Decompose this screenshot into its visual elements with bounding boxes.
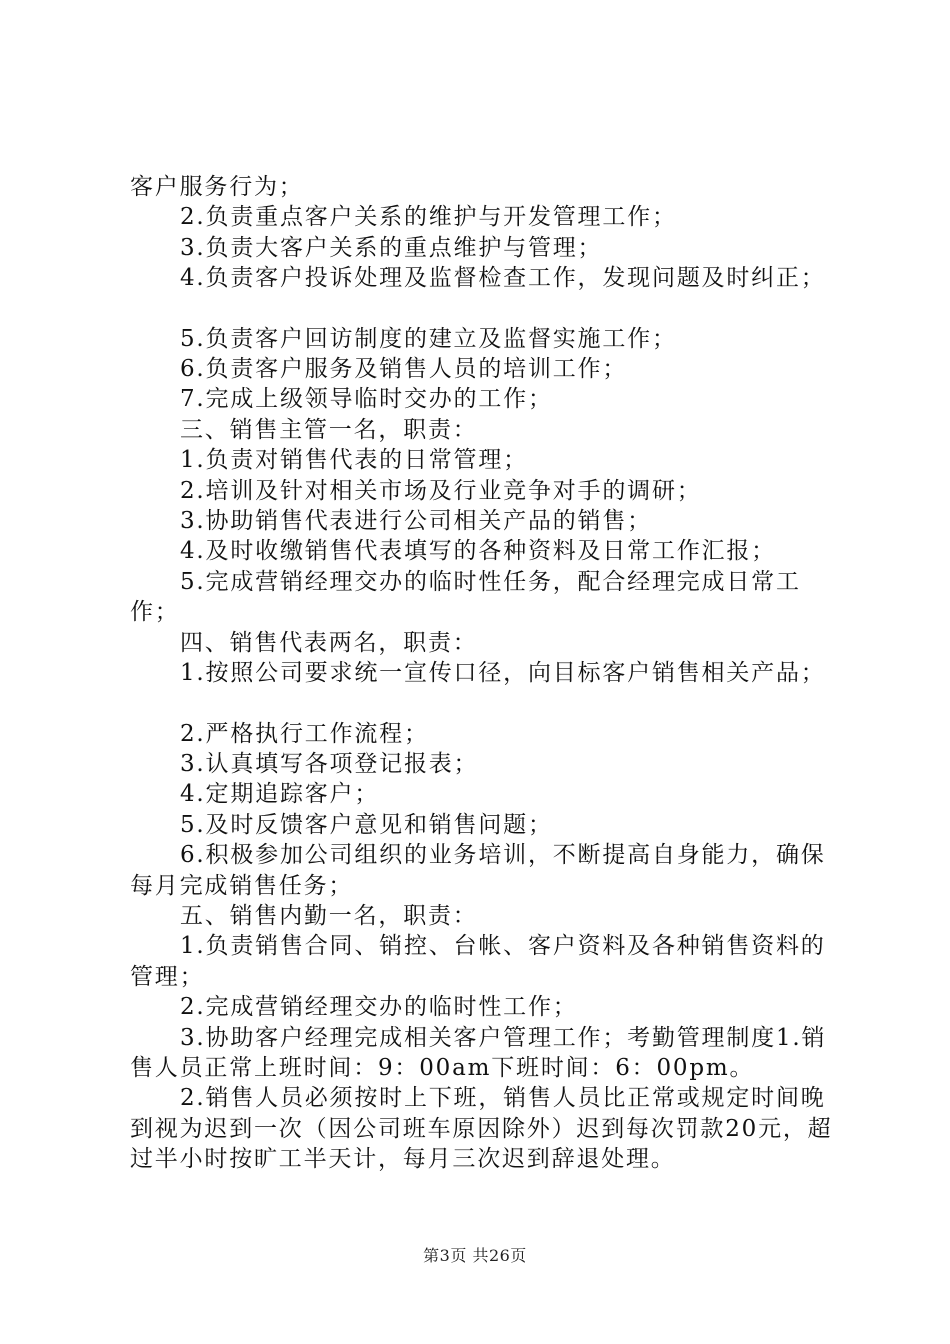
page-number-footer: 第3页 共26页 (423, 1246, 527, 1265)
paragraph: 6.积极参加公司组织的业务培训，不断提高自身能力，确保每月完成销售任务； (130, 842, 826, 899)
paragraph: 5.及时反馈客户意见和销售问题； (180, 811, 553, 838)
paragraph: 4.定期追踪客户； (180, 781, 380, 808)
document-body (130, 172, 842, 1175)
paragraph: 2.培训及针对相关市场及行业竞争对手的调研； (180, 477, 702, 504)
paragraph: 2.销售人员必须按时上下班，销售人员比正常或规定时间晚到视为迟到一次（因公司班车原因除外）迟到每次罚款20元，超过半小时按旷工半天计，每月三次迟到辞退处理。 (130, 1085, 833, 1173)
paragraph: 1.负责销售合同、销控、台帐、客户资料及各种销售资料的管理； (130, 933, 826, 990)
paragraph: 5.负责客户回访制度的建立及监督实施工作； (180, 325, 677, 352)
paragraph: 1.负责对销售代表的日常管理； (180, 447, 528, 474)
paragraph: 2.完成营销经理交办的临时性工作； (180, 994, 578, 1021)
paragraph: 3.协助销售代表进行公司相关产品的销售； (180, 508, 652, 535)
paragraph: 7.完成上级领导临时交办的工作； (180, 386, 553, 413)
paragraph: 3.协助客户经理完成相关客户管理工作；考勤管理制度1.销售人员正常上班时间：9：00am下班时间：6：00pm。 (130, 1024, 827, 1081)
section-heading: 三、销售主管一名，职责： (180, 416, 478, 443)
paragraph: 2.严格执行工作流程； (180, 720, 429, 747)
paragraph: 3.负责大客户关系的重点维护与管理； (180, 234, 603, 261)
paragraph: 3.认真填写各项登记报表； (180, 750, 479, 777)
paragraph: 2.负责重点客户关系的维护与开发管理工作； (180, 204, 677, 231)
section-heading: 五、销售内勤一名，职责： (180, 902, 478, 929)
section-heading: 四、销售代表两名，职责： (180, 629, 478, 656)
paragraph: 6.负责客户服务及销售人员的培训工作； (180, 356, 628, 383)
paragraph: 4.及时收缴销售代表填写的各种资料及日常工作汇报； (180, 538, 776, 565)
paragraph: 1.按照公司要求统一宣传口径，向目标客户销售相关产品； (180, 660, 826, 687)
paragraph: 5.完成营销经理交办的临时性任务，配合经理完成日常工作； (130, 568, 801, 626)
paragraph: 4.负责客户投诉处理及监督检查工作，发现问题及时纠正； (180, 265, 826, 292)
paragraph: 客户服务行为； (130, 174, 304, 200)
